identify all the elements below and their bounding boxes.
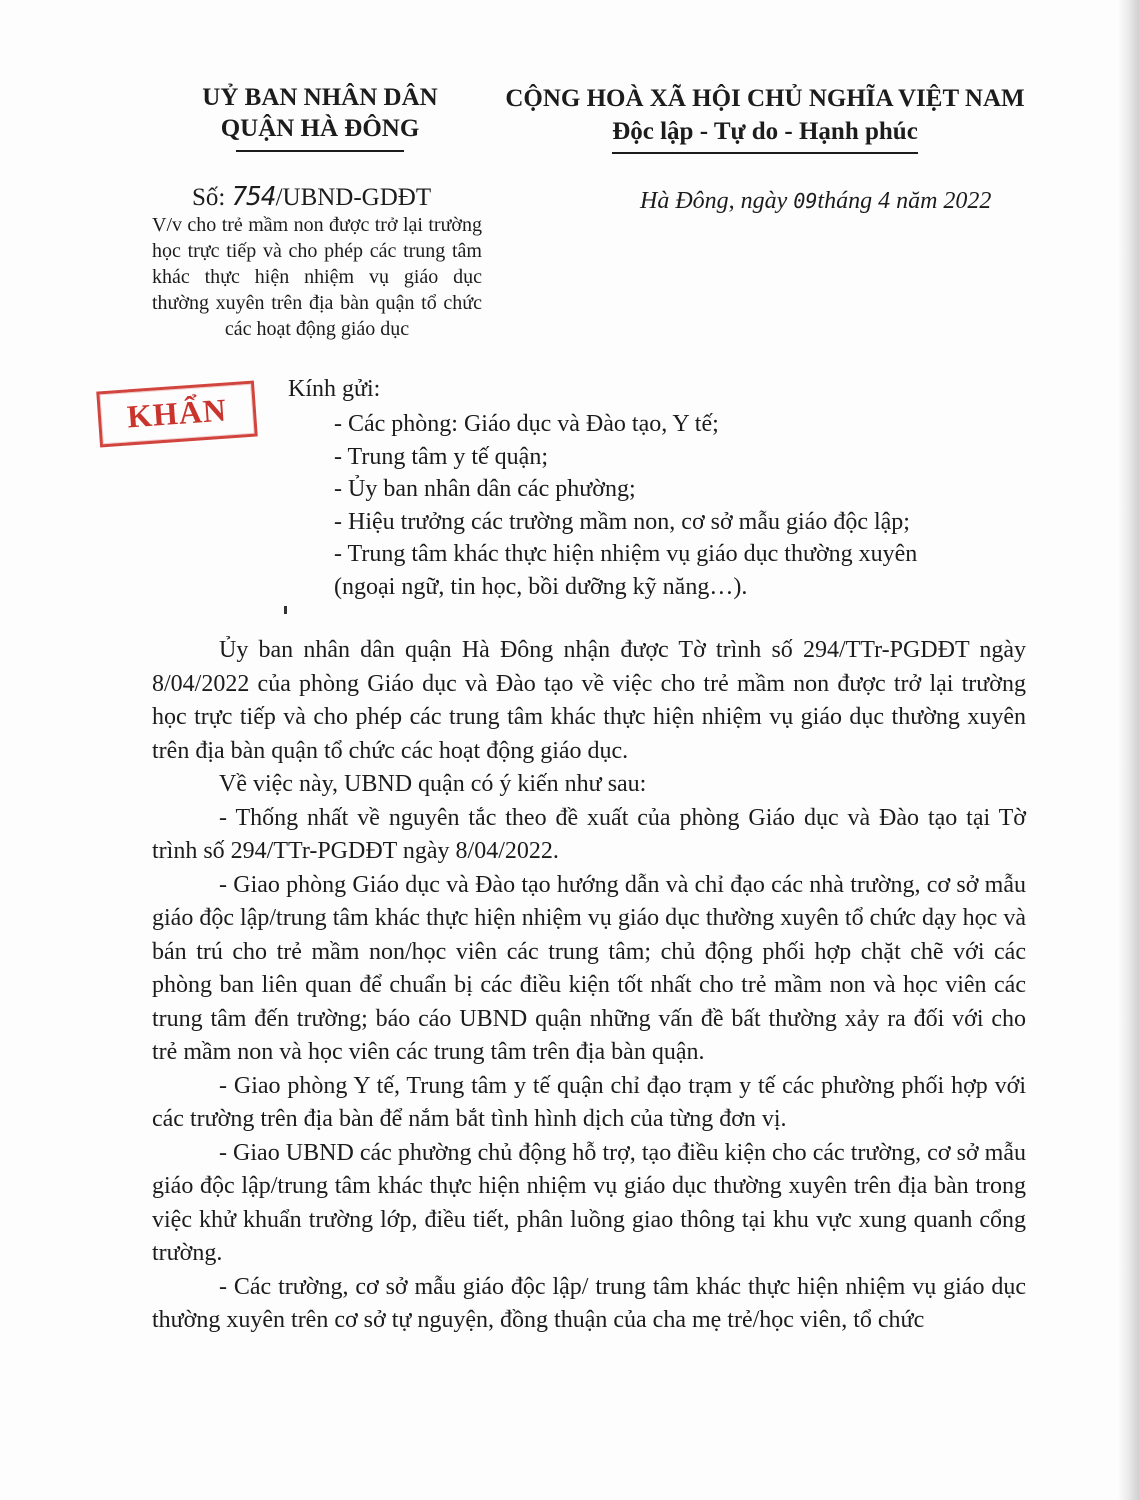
body-paragraph: - Giao UBND các phường chủ động hỗ trợ, tạo điều kiện cho các trường, cơ sở mẫu giáo độc lập/trung tâm khác thực hiện nhiệm vụ giáo dục thường xuyên trên địa bàn trong việc khử khuẩn trường lớp, điều tiết, phân luồng giao thông tại khu vực xung quanh cổng trường.: [152, 1139, 1026, 1266]
recipient-item: - Trung tâm y tế quận;: [334, 443, 548, 470]
date-year: năm 2022: [890, 188, 992, 214]
stray-mark: [284, 606, 287, 614]
document-subject: V/v cho trẻ mầm non được trở lại trường học trực tiếp và cho phép các trung tâm khác thực hiện nhiệm vụ giáo dục thường xuyên trên địa bàn quận tổ chức các hoạt động giáo dục: [152, 214, 482, 340]
national-title: CỘNG HOÀ XÃ HỘI CHỦ NGHĨA VIỆT NAM: [505, 85, 1025, 112]
so-suffix: /UBND-GDĐT: [275, 184, 432, 211]
body-paragraph: - Giao phòng Giáo dục và Đào tạo hướng dẫn và chỉ đạo các nhà trường, cơ sở mẫu giáo độc lập/trung tâm khác thực hiện nhiệm vụ giáo dục thường xuyên tổ chức dạy học và bán trú cho trẻ mầm non/học viên các trung tâm; chủ động phối hợp chặt chẽ với các phòng ban liên quan để chuẩn bị các điều kiện tốt nhất cho trẻ mầm non và học viên các trung tâm đến trường; báo cáo UBND quận những vấn đề bất thường xảy ra đối với cho trẻ mầm non và học viên các trung tâm trên địa bàn quận.: [152, 871, 1026, 1065]
so-label: Số:: [192, 184, 226, 211]
motto-underline: [612, 152, 918, 154]
document-number: [192, 182, 431, 212]
body-paragraph: - Các trường, cơ sở mẫu giáo độc lập/ trung tâm khác thực hiện nhiệm vụ giáo dục thường xuyên trên cơ sở tự nguyện, đồng thuận của cha mẹ trẻ/học viên, tổ chức: [152, 1273, 1026, 1333]
page-edge-shadow: [1117, 0, 1139, 1500]
authority-line-2: QUẬN HÀ ĐÔNG: [220, 115, 420, 142]
recipient-item: - Trung tâm khác thực hiện nhiệm vụ giáo dục thường xuyên: [334, 541, 918, 567]
so-number: 754: [231, 182, 276, 212]
national-motto: Độc lập - Tự do - Hạnh phúc: [612, 118, 918, 145]
urgent-stamp: KHẨN: [96, 381, 258, 448]
date-prefix: Hà Đông, ngày: [640, 188, 794, 214]
greeting: Kính gửi:: [288, 376, 381, 402]
recipient-item: - Hiệu trưởng các trường mầm non, cơ sở mẫu giáo độc lập;: [334, 508, 910, 535]
authority-underline: [236, 150, 404, 152]
document-body: [152, 634, 1026, 1338]
issue-date: [640, 188, 991, 215]
date-month-label: tháng: [817, 188, 879, 214]
recipient-item: (ngoại ngữ, tin học, bồi dưỡng kỹ năng…).: [334, 573, 748, 600]
authority-line-1: UỶ BAN NHÂN DÂN: [202, 84, 438, 111]
recipient-item: - Các phòng: Giáo dục và Đào tạo, Y tế;: [334, 411, 719, 437]
date-day: 09: [793, 189, 818, 213]
recipient-item: - Ủy ban nhân dân các phường;: [334, 476, 636, 502]
issuing-authority: [170, 82, 470, 152]
body-paragraph: - Thống nhất về nguyên tắc theo đề xuất của phòng Giáo dục và Đào tạo tại Tờ trình số 294/TTr-PGDĐT ngày 8/04/2022.: [152, 804, 1026, 864]
body-paragraph: - Giao phòng Y tế, Trung tâm y tế quận chỉ đạo trạm y tế các phường phối hợp với các trường trên địa bàn để nắm bắt tình hình dịch của từng đơn vị.: [152, 1072, 1026, 1132]
recipient-list: [334, 408, 1014, 603]
national-header: [490, 82, 1040, 154]
body-paragraph: Về việc này, UBND quận có ý kiến như sau:: [219, 771, 647, 797]
date-month: 4: [878, 188, 891, 214]
body-paragraph: Ủy ban nhân dân quận Hà Đông nhận được Tờ trình số 294/TTr-PGDĐT ngày 8/04/2022 của phòng Giáo dục và Đào tạo về việc cho trẻ mầm non được trở lại trường học trực tiếp và cho phép các trung tâm khác thực hiện nhiệm vụ giáo dục thường xuyên trên địa bàn quận tổ chức các hoạt động giáo dục.: [152, 637, 1026, 764]
